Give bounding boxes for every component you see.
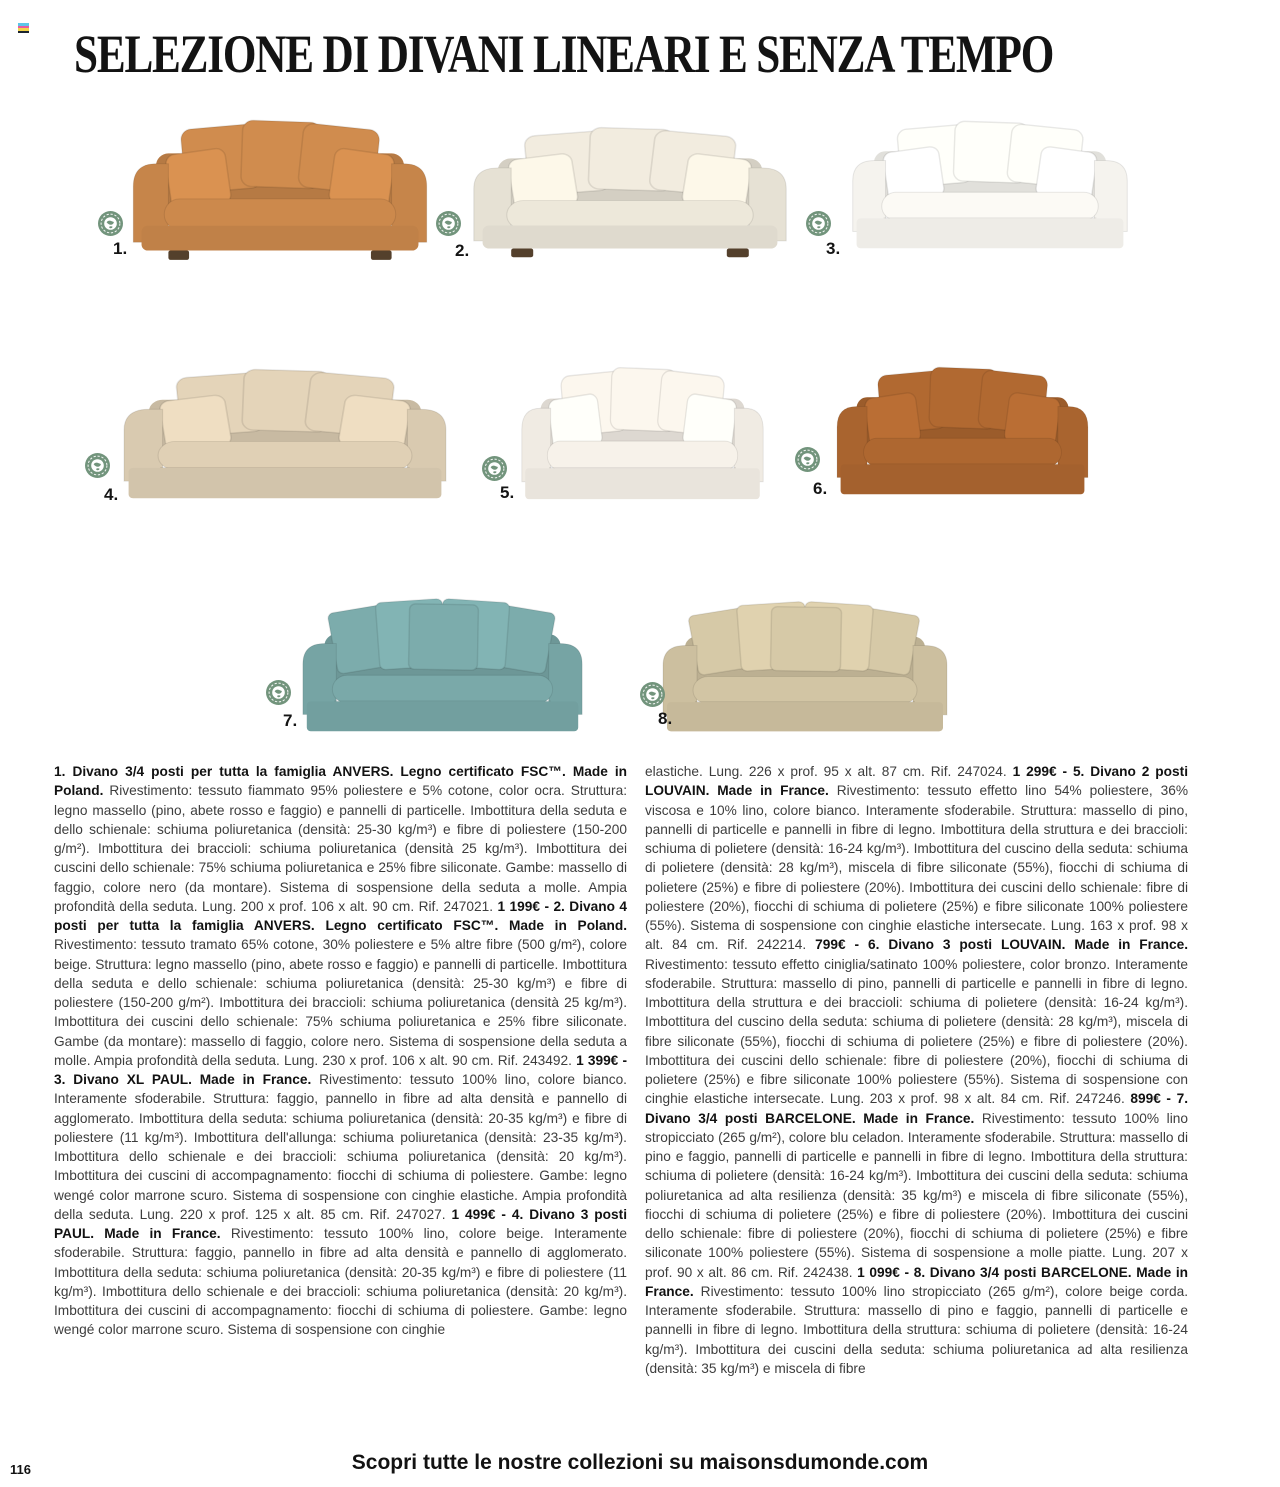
print-mark-stripe [18,31,29,34]
product-number-label: 7. [283,711,298,730]
eco-globe-icon [266,680,291,705]
sofa-image [465,118,795,262]
eco-globe-icon [85,453,110,478]
sofa-image [845,112,1135,252]
sofa-image [515,358,770,503]
product-number-label: 8. [658,709,673,728]
product-number-label: 6. [813,479,828,498]
page-title: SELEZIONE DI DIVANI LINEARI E SENZA TEMPO [74,24,1054,85]
description-column-right: elastiche. Lung. 226 x prof. 95 x alt. 87 cm. Rif. 247024. 1 299€ - 5. Divano 2 posti LOUVAIN. Made in France. Rivestimento: tessuto effetto lino 54% poliestere, 36% viscosa e 10% lino, colore bianco. Interamente sfoderabile. Struttura: massello di pino, pannelli di particelle e pannelli in fibre di legno. Imbottitura della struttura e dei braccioli: schiuma di polietere (densità: 16-24 kg/m³). Imbottitura del cuscino della seduta: schiuma di polietere (densità: 28 kg/m³), miscela di fibre siliconate (55%), fiocchi di schiuma di polietere (25%) e fibre di poliestere (20%). Imbottitura dei cuscini dello schienale: fibre di poliestere (20%), fiocchi di schiuma di polietere (25%) e fibre siliconate 100% poliestere (55%). Sistema di sospensione con cinghie elastiche intersecate. Lung. 163 x prof. 98 x alt. 84 cm. Rif. 242214. 799€ - 6. Divano 3 posti LOUVAIN. Made in France. Rivestimento: tessuto effetto ciniglia/satinato 100% poliestere, color bronzo. Interamente sfoderabile. Struttura: massello di pino, pannelli di particelle e pannelli in fibre di legno. Imbottitura della struttura e dei braccioli: schiuma di polietere (densità: 16-24 kg/m³). Imbottitura del cuscino della seduta: schiuma di polietere (densità: 28 kg/m³), miscela di fibre siliconate (55%), fiocchi di schiuma di polietere (25%) e fibre di poliestere (20%). Imbottitura dei cuscini dello schienale: fibre di poliestere (20%), fiocchi di schiuma di polietere (25%) e fibre siliconate 100% poliestere (55%). Sistema di sospensione con cinghie elastiche intersecate. Lung. 203 x prof. 98 x alt. 84 cm. Rif. 247246. 899€ - 7. Divano 3/4 posti BARCELONE. Made in France. Rivestimento: tessuto 100% lino stropicciato (265 g/m²), colore blu celadon. Interamente sfoderabile. Struttura: massello di pino e faggio, pannelli di particelle e pannelli in fibre di legno. Imbottitura della struttura: schiuma di polietere (densità: 16-24 kg/m³). Imbottitura dei cuscini della seduta: schiuma poliuretanica ad alta resilienza (densità: 35 kg/m³) e miscela di fibre siliconate (55%), fiocchi di schiuma di polietere (25%) e fibre di poliestere (20%). Imbottitura dei cuscini dello schienale: fibre di poliestere (20%), fiocchi di schiuma di polietere (25%) e fibre siliconate 100% poliestere (55%). Sistema di sospensione a molle piatte. Lung. 207 x prof. 90 x alt. 86 cm. Rif. 242438. 1 099€ - 8. Divano 3/4 posti BARCELONE. Made in France. Rivestimento: tessuto 100% lino stropicciato (265 g/m²), colore beige corda. Interamente sfoderabile. Struttura: massello di pino e faggio, pannelli di particelle e pannelli in fibre di legno. Imbottitura della struttura: schiuma di polietere (densità: 16-24 kg/m³). Imbottitura dei cuscini della seduta: schiuma poliuretanica ad alta resilienza (densità: 35 kg/m³) e miscela di fibre [645,764,1189,1376]
description-column-left: 1. Divano 3/4 posti per tutta la famiglia ANVERS. Legno certificato FSC™. Made in Poland. Rivestimento: tessuto fiammato 95% poliestere e 5% cotone, color ocra. Struttura: legno massello (pino, abete rosso e faggio) e pannelli di particelle. Imbottitura della seduta e dello schienale: schiuma poliuretanica (densità: 25-30 kg/m³) e fibre di poliestere (150-200 g/m²). Imbottitura dei braccioli: schiuma poliuretanica (densità 25 kg/m³). Imbottitura dei cuscini dello schienale: 75% schiuma poliuretanica e 25% fibre siliconate. Gambe: massello di faggio, colore nero (da montare). Sistema di sospensione della seduta a molle. Ampia profondità della seduta. Lung. 200 x prof. 106 x alt. 90 cm. Rif. 247021. 1 199€ - 2. Divano 4 posti per tutta la famiglia ANVERS. Legno certificato FSC™. Made in Poland. Rivestimento: tessuto tramato 65% cotone, 30% poliestere e 5% altre fibre (500 g/m²), colore beige. Struttura: legno massello (pino, abete rosso e faggio) e pannelli di particelle. Imbottitura della seduta e dello schienale: schiuma poliuretanica (densità: 25-30 kg/m³) e fibre di poliestere (150-200 g/m²). Imbottitura dei braccioli: schiuma poliuretanica (densità 25 kg/m³). Imbottitura dei cuscini dello schienale: 75% schiuma poliuretanica e 25% fibre siliconate. Gambe (da montare): massello di faggio, colore nero. Sistema di sospensione della seduta a molle. Ampia profondità della seduta. Lung. 230 x prof. 106 x alt. 90 cm. Rif. 243492. 1 399€ - 3. Divano XL PAUL. Made in France. Rivestimento: tessuto 100% lino, colore bianco. Interamente sfoderabile. Struttura: faggio, pannello in fibre ad alta densità e pannello di agglomerato. Imbottitura della seduta: schiuma poliuretanica (densità: 20-35 kg/m³) e fibre di poliestere (11 kg/m³). Imbottitura dell'allunga: schiuma poliuretanica (densità: 23-35 kg/m³). Imbottitura dello schienale e dei braccioli: schiuma poliuretanica (densità: 20 kg/m³). Imbottitura dei cuscini di accompagnamento: fiocchi di schiuma di poliestere. Gambe: legno wengé color marrone scuro. Sistema di sospensione con cinghie elastiche. Ampia profondità della seduta. Lung. 220 x prof. 125 x alt. 85 cm. Rif. 247027. 1 499€ - 4. Divano 3 posti PAUL. Made in France. Rivestimento: tessuto 100% lino, colore beige. Interamente sfoderabile. Struttura: faggio, pannello in fibre ad alta densità e pannello di agglomerato. Imbottitura della seduta: schiuma poliuretanica (densità: 20-35 kg/m³) e fibre di poliestere (11 kg/m³). Imbottitura dello schienale e dei braccioli: schiuma poliuretanica (densità: 20 kg/m³). Imbottitura dei cuscini di accompagnamento: fiocchi di schiuma di poliestere. Gambe: legno wengé color marrone scuro. Sistema di sospensione con cinghie [54,764,628,1338]
eco-globe-icon [795,447,820,472]
product-number-label: 3. [826,239,841,258]
sofa-image [125,110,435,265]
eco-globe-icon [436,211,461,236]
eco-globe-icon [640,682,665,707]
print-mark-icon [18,23,29,33]
product-number-label: 5. [500,483,515,502]
eco-globe-icon [98,211,123,236]
sofa-image [115,360,455,502]
eco-globe-icon [806,211,831,236]
footer-text: Scopri tutte le nostre collezioni su maisonsdumonde.com [351,1451,929,1474]
sofa-image [295,595,590,735]
sofa-image [830,358,1095,498]
product-number-label: 1. [113,239,128,258]
page-number: 116 [10,1462,31,1477]
product-number-label: 4. [104,485,119,504]
product-number-label: 2. [455,241,470,260]
eco-globe-icon [482,456,507,481]
sofa-image [655,598,955,735]
